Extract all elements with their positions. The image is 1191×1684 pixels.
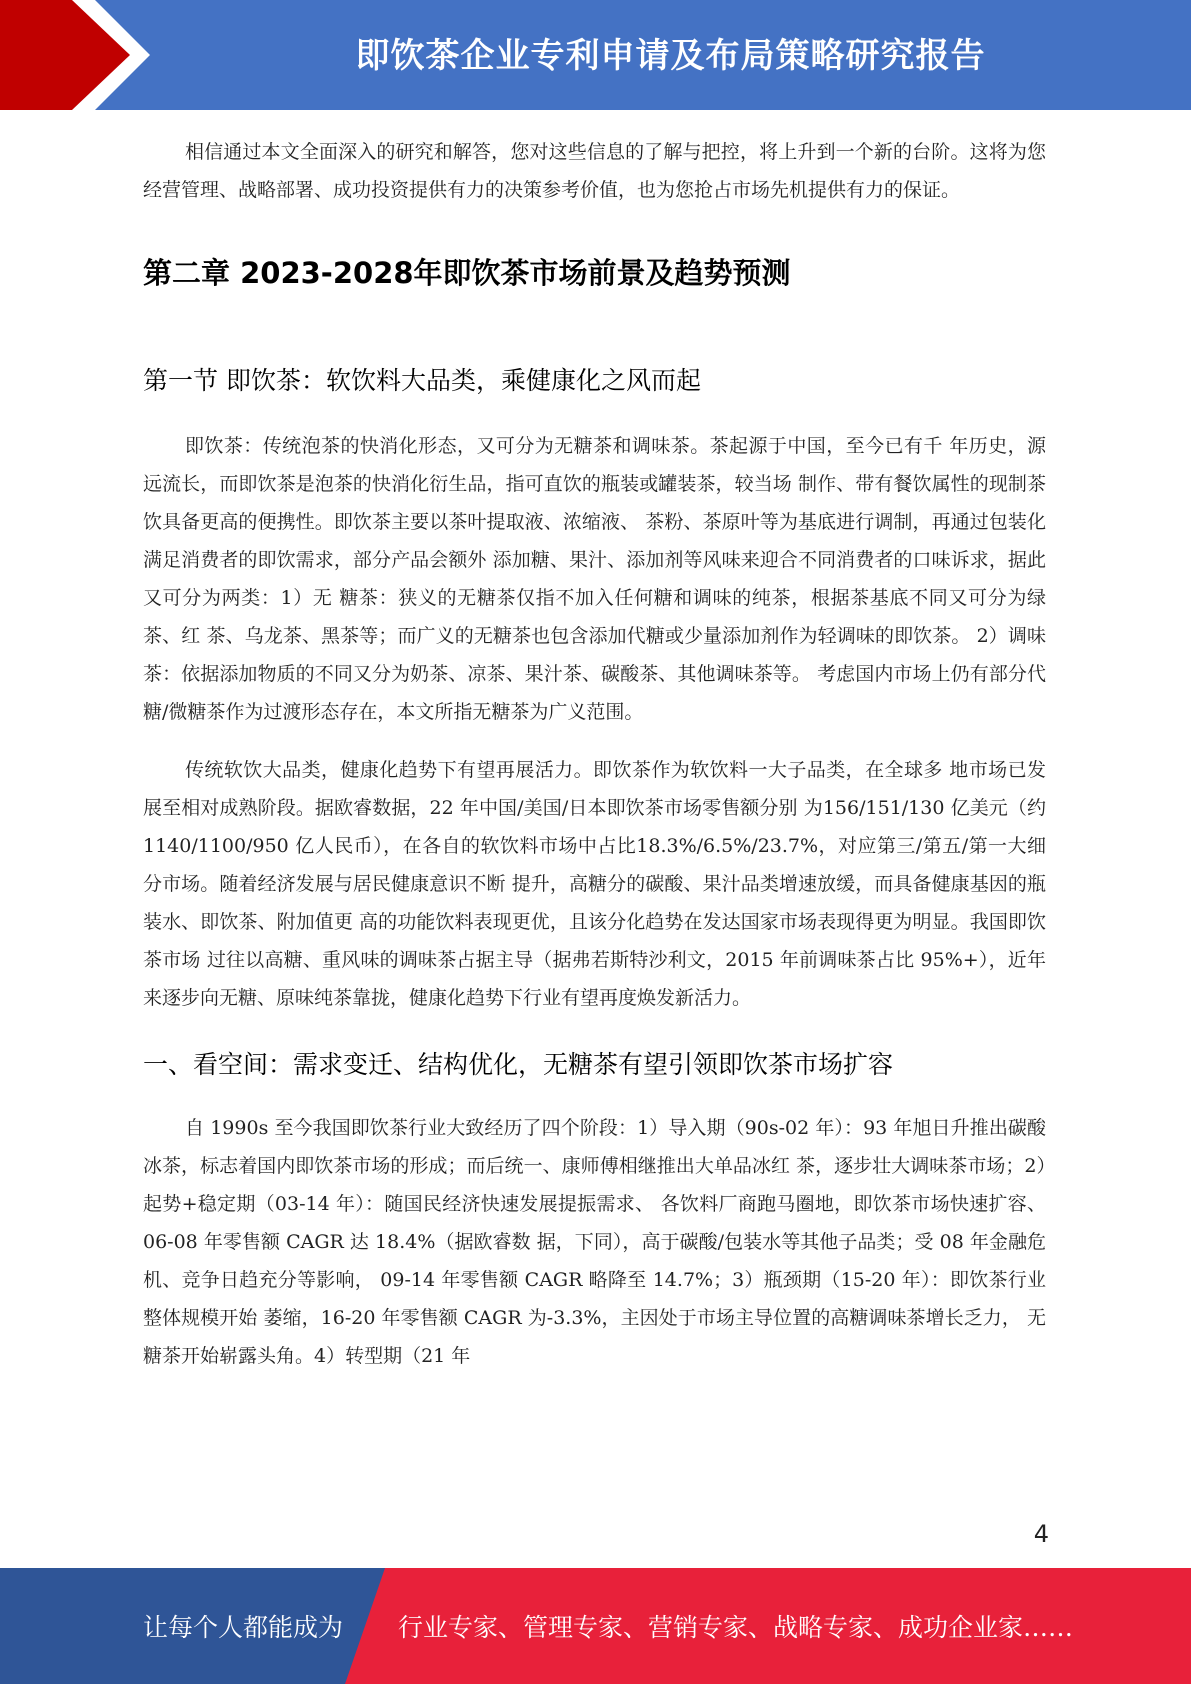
- subsection-title: 一、看空间：需求变迁、结构优化，无糖茶有望引领即饮茶市场扩容: [143, 1050, 894, 1079]
- chapter-title: 第二章 2023-2028年即饮茶市场前景及趋势预测: [143, 256, 791, 290]
- intro-paragraph: 相信通过本文全面深入的研究和解答，您对这些信息的了解与把控，将上升到一个新的台阶。这将为您经营管理、战略部署、成功投资提供有力的决策参考价值，也为您抢占市场先机提供有力的保证。: [143, 141, 1046, 201]
- header-title: 即饮茶企业专利申请及布局策略研究报告: [355, 36, 986, 76]
- footer-slogan-left: 让每个人都能成为: [143, 1613, 344, 1642]
- page-footer: [0, 1568, 1191, 1684]
- page-header: [0, 0, 1191, 110]
- section-paragraph-2: 传统软饮大品类，健康化趋势下有望再展活力。即饮茶作为软饮料一大子品类，在全球多 地市场已发展至相对成熟阶段。据欧睿数据，22 年中国/美国/日本即饮茶市场零售额分别 为156/151/130 亿美元（约 1140/1100/950 亿人民币），在各自的软饮料市场中占比18.3%/6.5%/23.7%，对应第三/第五/第一大细分市场。随着经济发展与居民健康意识不断 提升，高糖分的碳酸、果汁品类增速放缓，而具备健康基因的瓶装水、即饮茶、附加值更 高的功能饮料表现更优，且该分化趋势在发达国家市场表现得更为明显。我国即饮茶市场 过往以高糖、重风味的调味茶占据主导（据弗若斯特沙利文，2015 年前调味茶占比 95%+），近年来逐步向无糖、原味纯茶靠拢，健康化趋势下行业有望再度焕发新活力。: [143, 759, 1046, 1009]
- page-number: 4: [1033, 1520, 1049, 1548]
- section-title: 第一节 即饮茶：软饮料大品类，乘健康化之风而起: [143, 366, 701, 395]
- section-paragraph-1: 即饮茶：传统泡茶的快消化形态，又可分为无糖茶和调味茶。茶起源于中国，至今已有千 年历史，源远流长，而即饮茶是泡茶的快消化衍生品，指可直饮的瓶装或罐装茶，较当场 制作、带有餐饮属性的现制茶饮具备更高的便携性。即饮茶主要以茶叶提取液、浓缩液、 茶粉、茶原叶等为基底进行调制，再通过包装化满足消费者的即饮需求，部分产品会额外 添加糖、果汁、添加剂等风味来迎合不同消费者的口味诉求，据此又可分为两类：1）无 糖茶：狭义的无糖茶仅指不加入任何糖和调味的纯茶，根据茶基底不同又可分为绿茶、红 茶、乌龙茶、黑茶等；而广义的无糖茶也包含添加代糖或少量添加剂作为轻调味的即饮茶。 2）调味茶：依据添加物质的不同又分为奶茶、凉茶、果汁茶、碳酸茶、其他调味茶等。 考虑国内市场上仍有部分代糖/微糖茶作为过渡形态存在，本文所指无糖茶为广义范围。: [143, 435, 1046, 723]
- footer-slogan-right: 行业专家、管理专家、营销专家、战略专家、成功企业家……: [398, 1613, 1074, 1642]
- subsection-paragraph: 自 1990s 至今我国即饮茶行业大致经历了四个阶段：1）导入期（90s-02 年）：93 年旭日升推出碳酸冰茶，标志着国内即饮茶市场的形成；而后统一、康师傅相继推出大单品冰红 茶，逐步壮大调味茶市场；2）起势+稳定期（03-14 年）：随国民经济快速发展提振需求、 各饮料厂商跑马圈地，即饮茶市场快速扩容、06-08 年零售额 CAGR 达 18.4%（据欧睿数 据，下同），高于碳酸/包装水等其他子品类；受 08 年金融危机、竞争日趋充分等影响， 09-14 年零售额 CAGR 略降至 14.7%；3）瓶颈期（15-20 年）：即饮茶行业整体规模开始 萎缩，16-20 年零售额 CAGR 为-3.3%，主因处于市场主导位置的高糖调味茶增长乏力， 无糖茶开始崭露头角。4）转型期（21 年: [143, 1117, 1046, 1367]
- main-content: [143, 133, 1046, 1375]
